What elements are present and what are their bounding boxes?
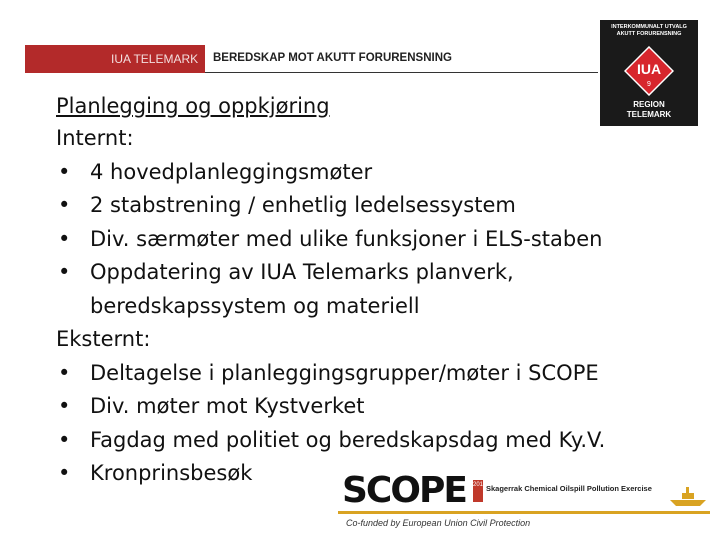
- scope-year: 2017: [473, 480, 483, 502]
- bullet-icon: •: [58, 427, 71, 452]
- list-item: [56, 390, 656, 424]
- list-item: [56, 357, 656, 391]
- list-item-text: 2 stabstrening / enhetlig ledelsessystem: [90, 193, 516, 217]
- bullet-icon: •: [58, 159, 71, 184]
- scope-word: SCOPE: [342, 470, 466, 511]
- bullet-icon: •: [58, 260, 71, 284]
- ship-icon: [668, 484, 708, 508]
- header-right-label: BEREDSKAP MOT AKUTT FORURENSNING: [213, 52, 452, 64]
- list-item: [56, 223, 656, 257]
- header-left-label: IUA TELEMARK: [111, 52, 199, 66]
- list-item-text: Div. særmøter med ulike funksjoner i ELS-staben: [90, 226, 603, 251]
- logo-badge-text: IUA: [636, 61, 662, 77]
- internal-heading: Internt:: [56, 126, 134, 150]
- external-heading: Eksternt:: [56, 327, 151, 351]
- list-item-text: 4 hovedplanleggingsmøter: [90, 159, 373, 184]
- bullet-icon: •: [58, 226, 71, 251]
- list-item-text: Kronprinsbesøk: [90, 461, 253, 485]
- scope-subtitle: Skagerrak Chemical Oilspill Pollution Exercise: [486, 484, 652, 493]
- list-item: [56, 189, 656, 223]
- logo-top-line-2: AKUTT FORURENSNING: [616, 31, 682, 37]
- header-left-block: [25, 45, 205, 73]
- bullet-icon: •: [58, 394, 71, 418]
- list-item: [56, 256, 656, 290]
- list-item: [56, 156, 656, 190]
- logo-top-text: [600, 24, 698, 38]
- slide-content: [56, 90, 656, 491]
- list-item-text: Div. møter mot Kystverket: [90, 394, 365, 418]
- scope-funded-text: Co-funded by European Union Civil Protection: [346, 518, 531, 528]
- logo-bottom-line-2: TELEMARK: [626, 110, 672, 119]
- list-item-text: Deltagelse i planleggingsgrupper/møter i SCOPE: [90, 360, 599, 385]
- list-item-continuation: beredskapssystem og materiell: [90, 293, 420, 318]
- bullet-icon: •: [58, 461, 71, 485]
- logo-badge-number: 9: [647, 81, 651, 88]
- bullet-icon: •: [58, 193, 71, 217]
- list-item: [56, 424, 656, 458]
- list-item-text: Oppdatering av IUA Telemarks planverk,: [90, 260, 514, 284]
- slide-title: Planlegging og oppkjøring: [56, 94, 330, 118]
- bullet-icon: •: [58, 360, 71, 385]
- scope-logo: [338, 470, 710, 532]
- header-band: [25, 45, 598, 73]
- logo-bottom-line-1: REGION: [633, 100, 665, 109]
- iua-diamond-icon: [624, 46, 674, 96]
- list-item-text: Fagdag med politiet og beredskapsdag med Ky.V.: [90, 427, 606, 452]
- logo-top-line-1: INTERKOMMUNALT UTVALG: [611, 24, 687, 30]
- header-right-block: [205, 45, 598, 73]
- scope-divider: [338, 511, 710, 514]
